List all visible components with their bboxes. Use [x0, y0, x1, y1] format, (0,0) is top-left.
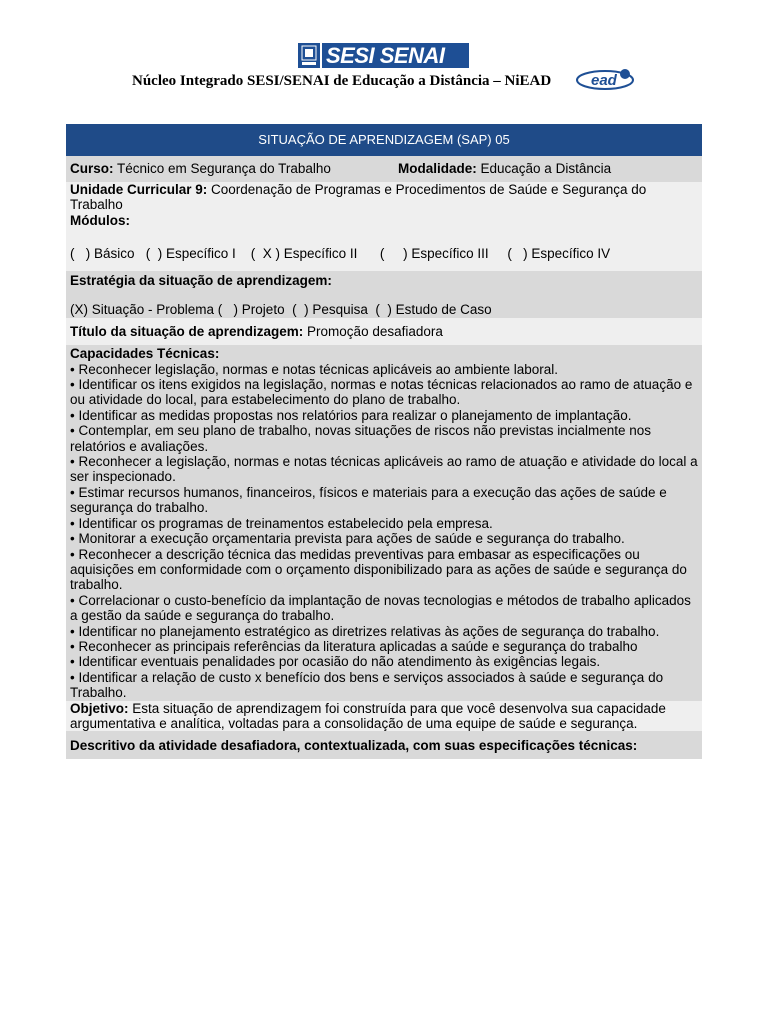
sap-title: SITUAÇÃO DE APRENDIZAGEM (SAP) 05 [66, 124, 702, 156]
modalidade-value: Educação a Distância [476, 161, 612, 177]
titulo-row [66, 318, 702, 345]
modulos-label: Módulos: [70, 212, 130, 228]
unidade-row [66, 182, 702, 228]
estrategia-row [66, 271, 702, 318]
modalidade-label: Modalidade: [398, 161, 477, 177]
modulos-row [66, 228, 702, 271]
unidade-value: Coordenação de Programas e Procedimentos de Saúde e Segurança do Trabalho [70, 182, 647, 213]
estrategia-options: (X) Situação - Problema ( ) Projeto ( ) Pesquisa ( ) Estudo de Caso [70, 302, 492, 318]
sap-form [66, 124, 702, 759]
capacidade-item: • Reconhecer a descrição técnica das medidas preventivas para embasar as especificações ou aquisições em conformidade com o orçamento disponibilizado para as ações de saúde e segurança do trabalho. [70, 546, 687, 593]
curso-value: Técnico em Segurança do Trabalho [113, 161, 331, 177]
modulos-options: ( ) Básico ( ) Específico I ( X ) Específico II ( ) Específico III ( ) Específico IV [70, 246, 611, 262]
capacidade-item: • Monitorar a execução orçamentaria prevista para ações de saúde e segurança do trabalho. [70, 531, 625, 547]
capacidade-item: • Reconhecer legislação, normas e notas técnicas aplicáveis ao ambiente laboral. [70, 361, 558, 377]
svg-text:ead: ead [591, 72, 617, 89]
capacidades-label: Capacidades Técnicas: [70, 346, 220, 362]
titulo-label: Título da situação de aprendizagem: [70, 324, 304, 340]
curso-row [66, 156, 702, 182]
logo-wordmark: SESI SENAI [322, 43, 469, 68]
capacidade-item: • Identificar eventuais penalidades por ocasião do não atendimento às exigências legais. [70, 654, 601, 670]
objetivo-label: Objetivo: [70, 700, 129, 716]
capacidade-item: • Identificar no planejamento estratégico as diretrizes relativas às ações de segurança do trabalho. [70, 623, 660, 639]
objetivo-value: Esta situação de aprendizagem foi construída para que você desenvolva sua capacidade argumentativa e analítica, voltadas para a consolidação de uma equipe de saúde e segurança. [70, 700, 666, 731]
capacidade-item: • Contemplar, em seu plano de trabalho, novas situações de riscos não previstas incialmente nos relatórios e avaliações. [70, 423, 652, 454]
capacidade-item: • Correlacionar o custo-benefício da implantação de novas tecnologias e métodos de trabalho aplicados a gestão da saúde e segurança do trabalho. [70, 592, 691, 624]
estrategia-label: Estratégia da situação de aprendizagem: [70, 273, 332, 289]
unidade-label: Unidade Curricular 9: [70, 182, 208, 197]
page-header-title: Núcleo Integrado SESI/SENAI de Educação a Distância – NiEAD [132, 73, 552, 89]
capacidade-item: • Identificar a relação de custo x benefício dos bens e serviços associados à saúde e segurança do Trabalho. [70, 669, 664, 701]
capacidade-item: • Identificar os programas de treinamentos estabelecido pela empresa. [70, 515, 493, 531]
objetivo-row [66, 701, 702, 732]
capacidades-row [66, 345, 702, 700]
descritivo-label: Descritivo da atividade desafiadora, contextualizada, com suas especificações técnicas: [70, 737, 638, 753]
descritivo-row [66, 731, 702, 759]
curso-label: Curso: [70, 161, 114, 177]
sesi-senai-logo [298, 43, 469, 68]
capacidade-item: • Identificar as medidas propostas nos relatórios para realizar o planejamento de implantação. [70, 407, 632, 423]
ead-logo [575, 67, 637, 91]
capacidade-item: • Reconhecer as principais referências da literatura aplicadas a saúde e segurança do trabalho [70, 638, 638, 654]
capacidade-item: • Identificar os itens exigidos na legislação, normas e notas técnicas relacionados ao ramo de atuação e ou atividade do local, para estabelecimento do plano de trabalho. [70, 377, 693, 408]
sesi-emblem-icon [298, 43, 320, 68]
capacidade-item: • Reconhecer a legislação, normas e notas técnicas aplicáveis ao ramo de atuação e atividade do local a ser inspecionado. [70, 454, 698, 485]
titulo-value: Promoção desafiadora [303, 324, 443, 340]
capacidade-item: • Estimar recursos humanos, financeiros, físicos e materiais para a execução das ações de saúde e segurança do trabalho. [70, 484, 667, 516]
